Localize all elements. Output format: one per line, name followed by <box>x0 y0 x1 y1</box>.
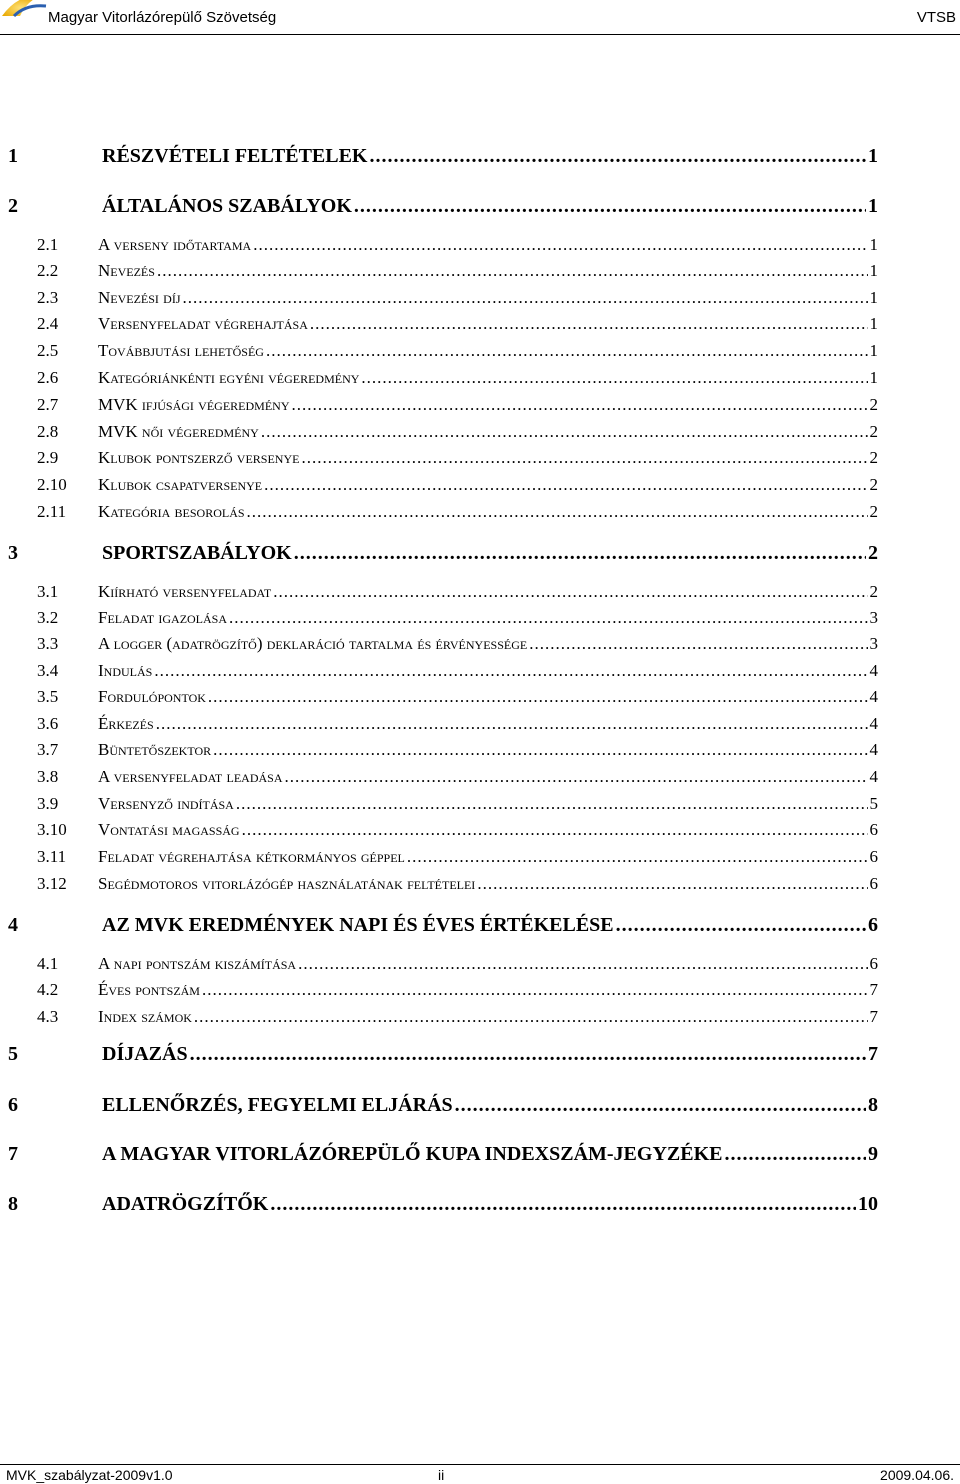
toc-entry-page: 4 <box>869 687 878 706</box>
toc-entry-page: 2 <box>869 422 878 441</box>
toc-entry-page: 4 <box>869 767 878 786</box>
toc-entry-title: AZ MVK EREDMÉNYEK NAPI ÉS ÉVES ÉRTÉKELÉSE <box>102 914 614 936</box>
toc-dot-leader <box>354 195 866 218</box>
toc-chapter-entry[interactable] <box>0 1094 960 1117</box>
toc-entry-title: Versenyző indítása <box>98 794 234 813</box>
toc-dot-leader <box>247 502 868 522</box>
toc-entry-page: 1 <box>869 314 878 333</box>
toc-entry-page: 6 <box>869 847 878 866</box>
toc-entry-title: Kiírható versenyfeladat <box>98 582 272 601</box>
toc-entry-title: A versenyfeladat leadása <box>98 767 283 786</box>
toc-entry-number: 3.8 <box>37 767 59 786</box>
toc-chapter-entry[interactable] <box>0 542 960 565</box>
toc-dot-leader <box>370 145 867 168</box>
toc-entry-number: 2.1 <box>37 235 59 254</box>
toc-chapter-entry[interactable] <box>0 1143 960 1166</box>
toc-entry-page: 2 <box>869 582 878 601</box>
toc-section-entry[interactable] <box>0 582 960 602</box>
toc-entry-page: 5 <box>869 794 878 813</box>
toc-entry-title: Kategória besorolás <box>98 502 245 521</box>
toc-entry-page: 4 <box>869 740 878 759</box>
toc-entry-number: 2.9 <box>37 448 59 467</box>
toc-section-entry[interactable] <box>0 475 960 495</box>
toc-section-entry[interactable] <box>0 714 960 734</box>
toc-entry-page: 9 <box>868 1143 878 1165</box>
toc-dot-leader <box>270 1193 856 1216</box>
toc-entry-title: Index számok <box>98 1007 192 1026</box>
toc-entry-title: Klubok csapatversenye <box>98 475 263 494</box>
toc-dot-leader <box>361 368 867 388</box>
toc-dot-leader <box>156 714 868 734</box>
toc-entry-title: Érkezés <box>98 714 154 733</box>
toc-dot-leader <box>157 261 868 281</box>
toc-entry-page: 4 <box>869 661 878 680</box>
toc-entry-title: MVK ifjúsági végeredmény <box>98 395 290 414</box>
toc-entry-title: Éves pontszám <box>98 980 200 999</box>
toc-entry-number: 3.2 <box>37 608 59 627</box>
toc-section-entry[interactable] <box>0 608 960 628</box>
toc-entry-number: 2.7 <box>37 395 59 414</box>
toc-entry-page: 6 <box>868 914 878 936</box>
toc-dot-leader <box>261 422 868 442</box>
page-header <box>0 0 960 36</box>
toc-entry-number: 2.11 <box>37 502 67 521</box>
toc-entry-page: 6 <box>869 820 878 839</box>
toc-dot-leader <box>301 448 867 468</box>
toc-dot-leader <box>294 542 866 565</box>
toc-chapter-entry[interactable] <box>0 145 960 168</box>
toc-chapter-entry[interactable] <box>0 1043 960 1066</box>
toc-entry-number: 4.2 <box>37 980 59 999</box>
toc-entry-title: Büntetőszektor <box>98 740 212 759</box>
toc-dot-leader <box>183 288 868 308</box>
toc-entry-title: Kategóriánkénti egyéni végeredmény <box>98 368 360 387</box>
toc-entry-page: 6 <box>869 954 878 973</box>
toc-dot-leader <box>477 874 867 894</box>
toc-dot-leader <box>194 1007 868 1027</box>
toc-entry-title: MVK női végeredmény <box>98 422 259 441</box>
toc-entry-number: 7 <box>8 1143 18 1165</box>
document-date: 2009.04.06. <box>880 1467 954 1483</box>
toc-entry-number: 3 <box>8 542 18 564</box>
toc-entry-number: 8 <box>8 1193 18 1215</box>
toc-dot-leader <box>292 395 868 415</box>
toc-dot-leader <box>455 1094 866 1117</box>
toc-section-entry[interactable] <box>0 422 960 442</box>
toc-entry-title: Klubok pontszerző versenye <box>98 448 300 467</box>
header-divider <box>0 34 960 35</box>
toc-entry-number: 2.10 <box>37 475 67 494</box>
toc-chapter-entry[interactable] <box>0 1193 960 1216</box>
toc-dot-leader <box>616 914 866 937</box>
toc-entry-page: 1 <box>869 341 878 360</box>
toc-entry-number: 4.1 <box>37 954 59 973</box>
toc-entry-number: 2.4 <box>37 314 59 333</box>
toc-entry-number: 3.1 <box>37 582 59 601</box>
toc-entry-page: 3 <box>869 634 878 653</box>
footer-divider <box>0 1464 960 1465</box>
toc-section-entry[interactable] <box>0 502 960 522</box>
toc-entry-number: 3.11 <box>37 847 67 866</box>
toc-entry-title: Versenyfeladat végrehajtása <box>98 314 308 333</box>
toc-entry-page: 7 <box>869 1007 878 1026</box>
toc-entry-page: 1 <box>869 261 878 280</box>
toc-entry-number: 2.8 <box>37 422 59 441</box>
toc-entry-page: 2 <box>869 395 878 414</box>
toc-dot-leader <box>154 661 867 681</box>
toc-entry-number: 3.10 <box>37 820 67 839</box>
toc-entry-number: 5 <box>8 1043 18 1065</box>
toc-entry-page: 10 <box>858 1193 878 1215</box>
toc-section-entry[interactable] <box>0 767 960 787</box>
toc-entry-title: SPORTSZABÁLYOK <box>102 542 292 564</box>
toc-entry-title: ÁLTALÁNOS SZABÁLYOK <box>102 195 352 217</box>
toc-section-entry[interactable] <box>0 661 960 681</box>
toc-entry-number: 3.12 <box>37 874 67 893</box>
toc-section-entry[interactable] <box>0 820 960 840</box>
toc-entry-title: A logger (adatrögzítő) deklaráció tartalma és érvényessége <box>98 634 528 653</box>
toc-entry-number: 2.2 <box>37 261 59 280</box>
toc-section-entry[interactable] <box>0 874 960 894</box>
toc-section-entry[interactable] <box>0 341 960 361</box>
toc-entry-page: 2 <box>868 542 878 564</box>
toc-entry-number: 3.6 <box>37 714 59 733</box>
toc-section-entry[interactable] <box>0 314 960 334</box>
toc-dot-leader <box>407 847 868 867</box>
toc-dot-leader <box>264 475 867 495</box>
toc-entry-title: Feladat végrehajtása kétkormányos géppel <box>98 847 405 866</box>
toc-section-entry[interactable] <box>0 634 960 654</box>
toc-entry-title: ELLENŐRZÉS, FEGYELMI ELJÁRÁS <box>102 1094 453 1116</box>
toc-dot-leader <box>285 767 868 787</box>
toc-entry-number: 3.9 <box>37 794 59 813</box>
toc-section-entry[interactable] <box>0 794 960 814</box>
toc-dot-leader <box>229 608 867 628</box>
toc-entry-number: 3.5 <box>37 687 59 706</box>
toc-entry-title: DÍJAZÁS <box>102 1043 188 1065</box>
toc-entry-title: ADATRÖGZÍTŐK <box>102 1193 269 1215</box>
toc-entry-page: 1 <box>868 145 878 167</box>
toc-entry-number: 3.7 <box>37 740 59 759</box>
toc-entry-page: 3 <box>869 608 878 627</box>
toc-entry-number: 3.4 <box>37 661 59 680</box>
toc-entry-number: 6 <box>8 1094 18 1116</box>
toc-entry-page: 1 <box>869 235 878 254</box>
toc-entry-page: 1 <box>869 288 878 307</box>
toc-entry-title: Továbbjutási lehetőség <box>98 341 264 360</box>
toc-entry-title: RÉSZVÉTELI FELTÉTELEK <box>102 145 368 167</box>
toc-entry-page: 2 <box>869 475 878 494</box>
toc-entry-number: 2 <box>8 195 18 217</box>
toc-entry-page: 2 <box>869 502 878 521</box>
toc-entry-title: Segédmotoros vitorlázógép használatának feltételei <box>98 874 476 893</box>
toc-entry-number: 2.3 <box>37 288 59 307</box>
toc-entry-page: 8 <box>868 1094 878 1116</box>
toc-dot-leader <box>298 954 867 974</box>
toc-section-entry[interactable] <box>0 368 960 388</box>
toc-entry-number: 1 <box>8 145 18 167</box>
toc-entry-title: Indulás <box>98 661 153 680</box>
toc-entry-page: 1 <box>868 195 878 217</box>
toc-section-entry[interactable] <box>0 980 960 1000</box>
toc-dot-leader <box>253 235 867 255</box>
toc-entry-page: 1 <box>869 368 878 387</box>
toc-section-entry[interactable] <box>0 448 960 468</box>
toc-entry-page: 2 <box>869 448 878 467</box>
toc-dot-leader <box>529 634 867 654</box>
toc-section-entry[interactable] <box>0 740 960 760</box>
toc-entry-title: Nevezés <box>98 261 155 280</box>
organization-name: Magyar Vitorlázórepülő Szövetség <box>48 9 277 26</box>
toc-chapter-entry[interactable] <box>0 914 960 937</box>
header-abbreviation: VTSB <box>916 9 956 26</box>
toc-entry-title: A MAGYAR VITORLÁZÓREPÜLŐ KUPA INDEXSZÁM-JEGYZÉKE <box>102 1143 723 1165</box>
toc-section-entry[interactable] <box>0 1007 960 1027</box>
sun-logo-icon <box>0 0 52 26</box>
document-filename: MVK_szabályzat-2009v1.0 <box>6 1467 173 1483</box>
toc-entry-number: 2.6 <box>37 368 59 387</box>
toc-dot-leader <box>190 1043 866 1066</box>
page-footer <box>0 1464 960 1484</box>
toc-entry-title: A napi pontszám kiszámítása <box>98 954 297 973</box>
toc-dot-leader <box>266 341 868 361</box>
toc-dot-leader <box>273 582 867 602</box>
page-number: ii <box>438 1467 445 1483</box>
toc-dot-leader <box>310 314 868 334</box>
toc-entry-number: 2.5 <box>37 341 59 360</box>
toc-entry-title: A verseny időtartama <box>98 235 252 254</box>
toc-section-entry[interactable] <box>0 847 960 867</box>
toc-entry-page: 7 <box>869 980 878 999</box>
toc-entry-title: Vontatási magasság <box>98 820 240 839</box>
toc-dot-leader <box>242 820 868 840</box>
toc-entry-number: 4 <box>8 914 18 936</box>
toc-section-entry[interactable] <box>0 954 960 974</box>
toc-entry-number: 3.3 <box>37 634 59 653</box>
toc-section-entry[interactable] <box>0 395 960 415</box>
toc-chapter-entry[interactable] <box>0 195 960 218</box>
toc-entry-title: Feladat igazolása <box>98 608 228 627</box>
toc-section-entry[interactable] <box>0 261 960 281</box>
toc-entry-title: Fordulópontok <box>98 687 206 706</box>
toc-entry-page: 7 <box>868 1043 878 1065</box>
toc-dot-leader <box>202 980 868 1000</box>
toc-entry-title: Nevezési díj <box>98 288 181 307</box>
toc-section-entry[interactable] <box>0 235 960 255</box>
toc-dot-leader <box>208 687 868 707</box>
toc-dot-leader <box>213 740 867 760</box>
toc-dot-leader <box>724 1143 866 1166</box>
toc-entry-number: 4.3 <box>37 1007 59 1026</box>
toc-section-entry[interactable] <box>0 288 960 308</box>
toc-section-entry[interactable] <box>0 687 960 707</box>
toc-entry-page: 6 <box>869 874 878 893</box>
toc-entry-page: 4 <box>869 714 878 733</box>
toc-dot-leader <box>236 794 868 814</box>
